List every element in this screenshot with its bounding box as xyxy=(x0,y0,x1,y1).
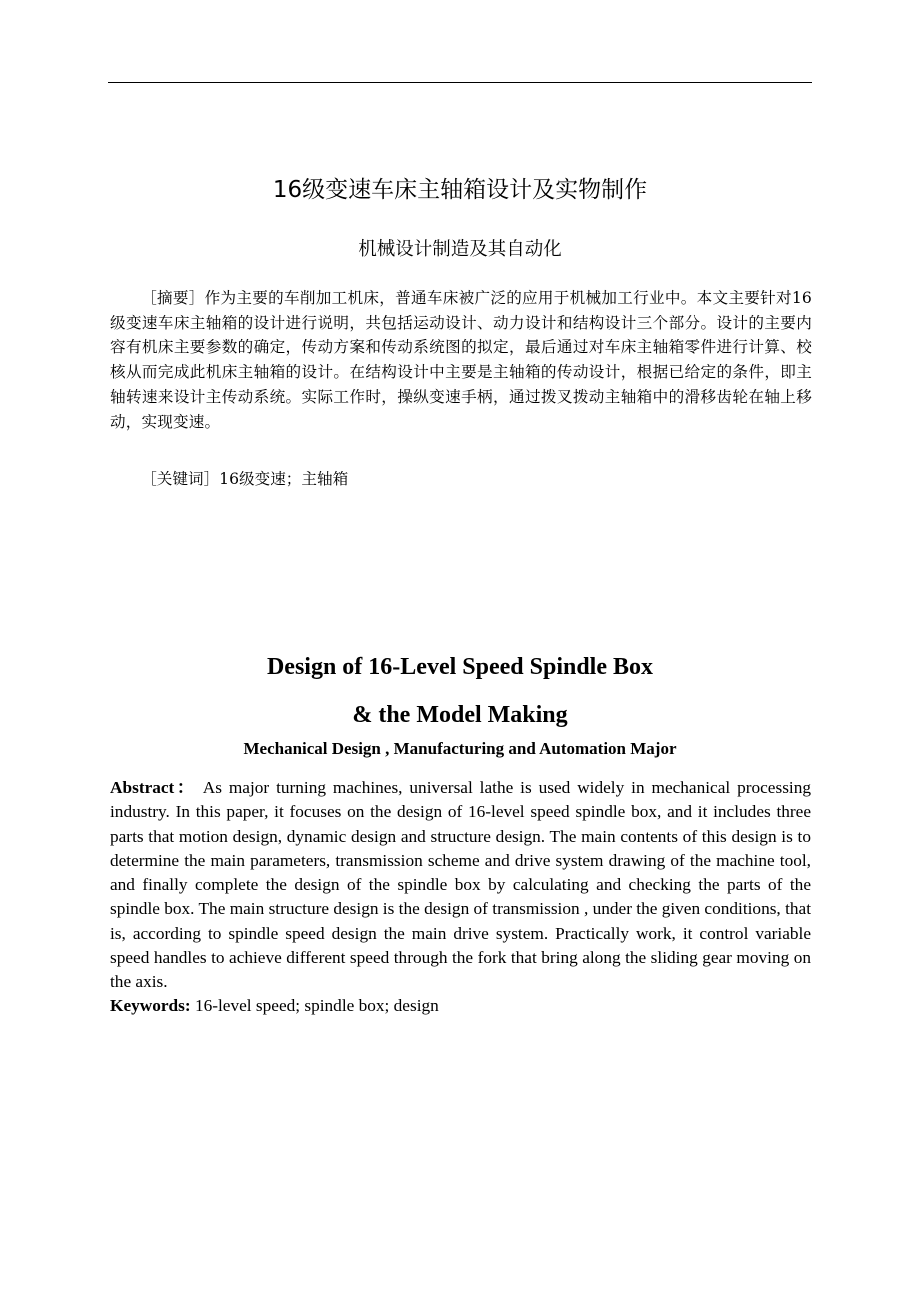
english-keywords xyxy=(110,994,811,1018)
english-abstract-label: Abstract： xyxy=(110,778,197,797)
chinese-abstract-text: 作为主要的车削加工机床，普通车床被广泛的应用于机械加工行业中。本文主要针对16级变速车床主轴箱的设计进行说明，共包括运动设计、动力设计和结构设计三个部分。设计的主要内容有机床主要参数的确定，传动方案和传动系统图的拟定，最后通过对车床主轴箱零件进行计算、校核从而完成此机床主轴箱的设计。在结构设计中主要是主轴箱的传动设计，根据已给定的条件，即主轴转速来设计主传动系统。实际工作时，操纵变速手柄，通过拨叉拨动主轴箱中的滑移齿轮在轴上移动，实现变速。 xyxy=(110,289,812,431)
english-title-line-2: & the Model Making xyxy=(352,702,568,728)
english-keywords-text: 16-level speed; spindle box; design xyxy=(194,996,439,1015)
chinese-title: 16级变速车床主轴箱设计及实物制作 xyxy=(272,177,648,203)
chinese-keywords xyxy=(110,467,812,492)
chinese-abstract-label: ［摘要］ xyxy=(141,289,205,307)
chinese-keywords-label: ［关键词］ xyxy=(141,470,220,488)
english-abstract xyxy=(110,776,811,995)
chinese-keywords-text: 16级变速；主轴箱 xyxy=(219,470,349,488)
english-keywords-label: Keywords: xyxy=(110,996,191,1015)
english-major: Mechanical Design , Manufacturing and Automation Major xyxy=(243,739,677,758)
chinese-abstract xyxy=(110,286,812,434)
english-title-line-1: Design of 16-Level Speed Spindle Box xyxy=(266,654,654,680)
chinese-major: 机械设计制造及其自动化 xyxy=(358,239,562,260)
english-abstract-text: As major turning machines, universal lathe is used widely in mechanical processing industry. In this paper, it focuses on the design of 16-level speed spindle box, and it includes three parts that motion design, dynamic design and structure design. The main contents of this design is to determine the main parameters, transmission scheme and drive system drawing of the machine tool, and finally complete the design of the spindle box by calculating and checking the parts of the spindle box. The main structure design is the design of transmission , under the given conditions, that is, according to spindle speed design the main drive system. Practically work, it control variable speed handles to achieve different speed through the fork that bring along the sliding gear moving on the axis. xyxy=(110,778,812,992)
header-rule xyxy=(108,82,812,83)
